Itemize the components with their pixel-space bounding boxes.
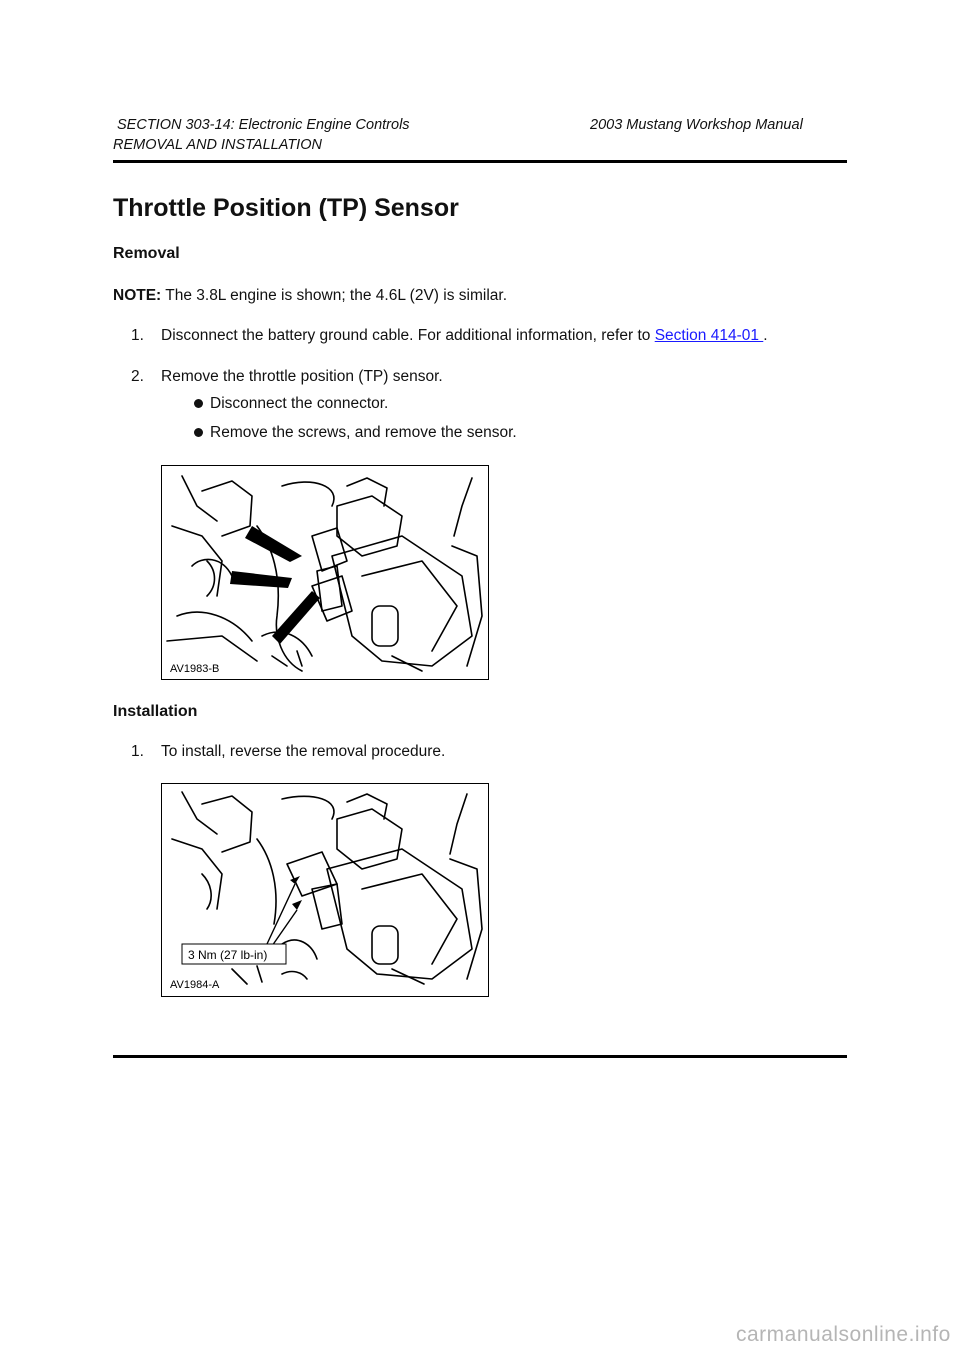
installation-figure-label: AV1984-A xyxy=(170,979,220,991)
removal-figure-label: AV1983-B xyxy=(170,663,220,675)
note-text: The 3.8L engine is shown; the 4.6L (2V) is similar. xyxy=(165,287,507,304)
footer-divider xyxy=(113,1055,847,1058)
installation-heading: Installation xyxy=(113,703,198,720)
page-subtitle: REMOVAL AND INSTALLATION xyxy=(113,137,322,153)
note-label: NOTE: xyxy=(113,287,162,304)
installation-figure xyxy=(161,783,489,997)
bullet-icon xyxy=(194,428,203,437)
page-title: Throttle Position (TP) Sensor xyxy=(113,194,459,222)
watermark: carmanualsonline.info xyxy=(736,1323,951,1346)
removal-bullet-1: Disconnect the connector. xyxy=(210,395,389,412)
removal-figure xyxy=(161,465,489,680)
removal-step-1-period: . xyxy=(763,327,768,344)
removal-step-number-1: 1. xyxy=(131,327,144,344)
section-414-01-link[interactable]: Section 414-01 xyxy=(654,327,764,344)
removal-step-1 xyxy=(161,327,768,345)
installation-step-number-1: 1. xyxy=(131,743,144,760)
installation-step-1: To install, reverse the removal procedure. xyxy=(161,743,446,760)
header-divider xyxy=(113,160,847,163)
tp-sensor-installation-illustration xyxy=(162,784,488,996)
manual-title: 2003 Mustang Workshop Manual xyxy=(590,117,803,133)
note xyxy=(113,287,507,305)
tp-sensor-removal-illustration xyxy=(162,466,488,679)
removal-step-number-2: 2. xyxy=(131,368,144,385)
torque-callout: 3 Nm (27 lb-in) xyxy=(188,948,268,962)
removal-step-2: Remove the throttle position (TP) sensor. xyxy=(161,368,443,385)
removal-step-1-text: Disconnect the battery ground cable. For additional information, refer to xyxy=(161,327,651,344)
section-header: SECTION 303-14: Electronic Engine Controls xyxy=(117,117,410,133)
removal-heading: Removal xyxy=(113,245,180,262)
bullet-icon xyxy=(194,399,203,408)
removal-bullet-2: Remove the screws, and remove the sensor. xyxy=(210,424,517,441)
